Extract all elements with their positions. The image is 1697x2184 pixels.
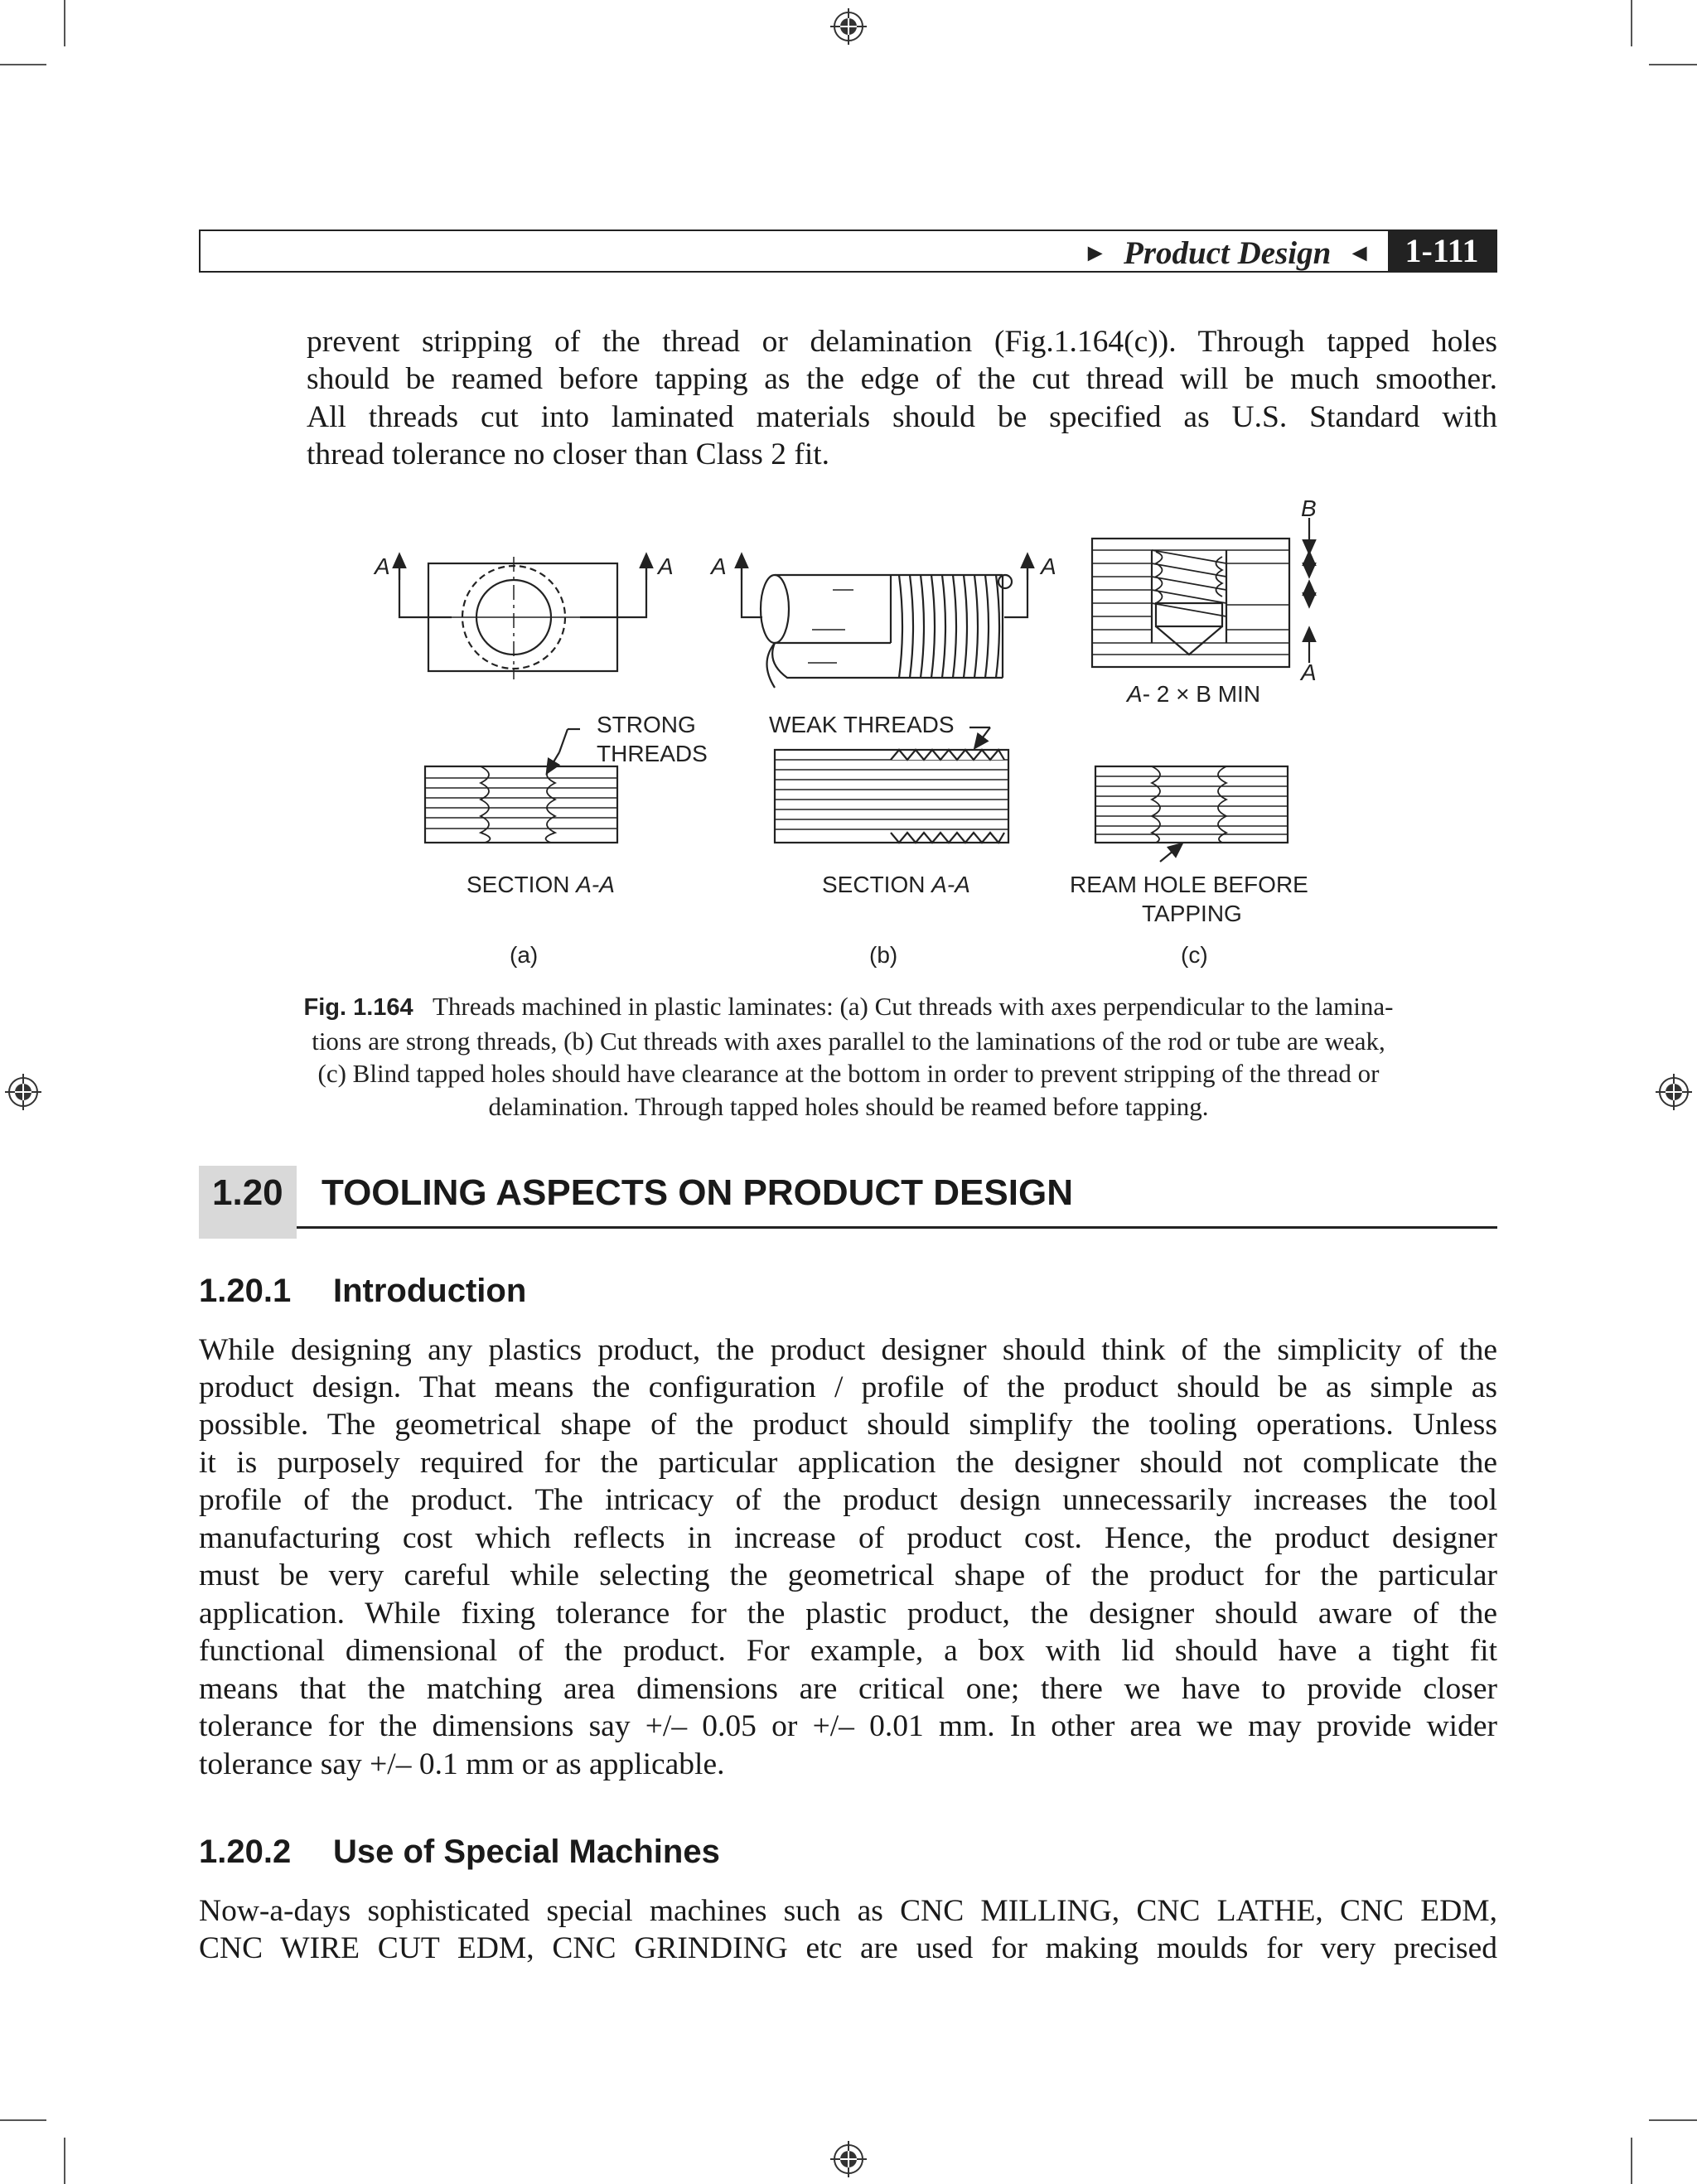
section-label-a (467, 872, 615, 898)
text-line: prevent stripping of the thread or delamination (Fig.1.164(c)). Through tapped holes (307, 325, 1497, 359)
text-line: application. While fixing tolerance for the plastic product, the designer should aware of the (199, 1597, 1497, 1631)
crop-mark (1649, 2119, 1697, 2121)
section-title: TOOLING ASPECTS ON PRODUCT DESIGN (322, 1172, 1073, 1213)
text-line: While designing any plastics product, the product designer should think of the simplicity of the (199, 1333, 1497, 1367)
fig-label-a: A (1301, 660, 1317, 685)
section-suffix: A-A (576, 872, 615, 897)
text-line: tolerance for the dimensions say +/– 0.05 or +/– 0.01 mm. In other area we may provide wider (199, 1709, 1497, 1743)
fig-c-blind-tapped-hole (1092, 518, 1309, 667)
fig-formula-a: A (1127, 681, 1143, 707)
section-suffix: A-A (931, 872, 970, 897)
figure-1-164-drawing (0, 0, 1697, 994)
crop-mark (0, 2119, 46, 2121)
text-line: it is purposely required for the particular application the designer should not complicate the (199, 1446, 1497, 1480)
ream-label-2: TAPPING (1142, 901, 1242, 926)
section-prefix: SECTION (467, 872, 577, 897)
fig-label-a: A (375, 553, 390, 579)
left-arrow-icon: ◄ (1346, 239, 1372, 267)
text-line: All threads cut into laminated materials should be specified as U.S. Standard with (307, 400, 1497, 434)
text-line: tolerance say +/– 0.1 mm or as applicable. (199, 1747, 725, 1781)
text-line: CNC WIRE CUT EDM, CNC GRINDING etc are used for making moulds for very precised (199, 1931, 1497, 1965)
subsection-number: 1.20.2 (199, 1834, 292, 1870)
caption-line (204, 990, 1493, 1025)
running-title-text: Product Design (1124, 235, 1332, 271)
fig-formula-rest: - 2 × B MIN (1142, 681, 1261, 707)
text-line: means that the matching area dimensions are critical one; there we have to provide closer (199, 1672, 1497, 1706)
text-line: manufacturing cost which reflects in increase of product cost. Hence, the product designer (199, 1521, 1497, 1555)
caption-line: tions are strong threads, (b) Cut threads with axes parallel to the laminations of the rod or tube are weak, (312, 1026, 1385, 1056)
text-line: should be reamed before tapping as the edge of the cut thread will be much smoother. (307, 362, 1497, 396)
text-line: functional dimensional of the product. For example, a box with lid should have a tight fit (199, 1634, 1497, 1668)
section-rule (297, 1226, 1497, 1229)
registration-mark-icon (3, 1072, 43, 1112)
subsection-title: Use of Special Machines (333, 1834, 720, 1870)
text-line: possible. The geometrical shape of the product should simplify the tooling operations. Unless (199, 1408, 1497, 1442)
fig-a-plate-with-hole (399, 557, 646, 679)
caption-text: Threads machined in plastic laminates: (a) Cut threads with axes perpendicular to the lamina- (432, 992, 1394, 1021)
section-heading (199, 1166, 1497, 1227)
caption-line: delamination. Through tapped holes should be reamed before tapping. (488, 1091, 1209, 1121)
section-label-b (822, 872, 970, 898)
weak-threads-label: WEAK THREADS (769, 712, 955, 737)
fig-label-a: A (711, 553, 727, 579)
caption-label: Fig. 1.164 (303, 994, 413, 1021)
registration-mark-icon (1654, 1072, 1694, 1112)
fig-a-section-view (425, 729, 617, 843)
sub-label-b: (b) (869, 942, 898, 968)
fig-label-a: A (658, 553, 674, 579)
fig-label-b: B (1301, 495, 1317, 521)
registration-mark-icon (829, 2139, 868, 2179)
section-number: 1.20 (212, 1172, 283, 1213)
caption-line: (c) Blind tapped holes should have clearance at the bottom in order to prevent stripping of the thread or (317, 1059, 1380, 1088)
crop-mark (64, 2138, 65, 2184)
text-line: product design. That means the configuration / profile of the product should be as simple as (199, 1370, 1497, 1404)
fig-b-section-view (775, 727, 1008, 843)
ream-label-1: REAM HOLE BEFORE (1070, 872, 1308, 897)
fig-c-section-view (1095, 766, 1288, 862)
fig-label-a: A (1041, 553, 1056, 579)
sub-label-a: (a) (510, 942, 539, 968)
strong-threads-label-2: THREADS (597, 741, 708, 766)
section-prefix: SECTION (822, 872, 932, 897)
figure-caption (204, 990, 1493, 1123)
fig-b-threaded-rod (742, 561, 1027, 688)
text-line: Now-a-days sophisticated special machines such as CNC MILLING, CNC LATHE, CNC EDM, (199, 1894, 1497, 1928)
sub-label-c: (c) (1181, 942, 1208, 968)
crop-mark (1631, 2138, 1632, 2184)
text-line: thread tolerance no closer than Class 2 fit. (307, 437, 830, 471)
page-number: 1-111 (1388, 231, 1496, 271)
strong-threads-label-1: STRONG (597, 712, 696, 737)
subsection-title: Introduction (333, 1273, 527, 1309)
subsection-number: 1.20.1 (199, 1273, 292, 1309)
fig-formula (1127, 681, 1260, 708)
right-arrow-icon: ► (1082, 239, 1108, 267)
text-line: must be very careful while selecting the geometrical shape of the product for the particular (199, 1558, 1497, 1592)
text-line: profile of the product. The intricacy of the product design unnecessarily increases the tool (199, 1483, 1497, 1517)
